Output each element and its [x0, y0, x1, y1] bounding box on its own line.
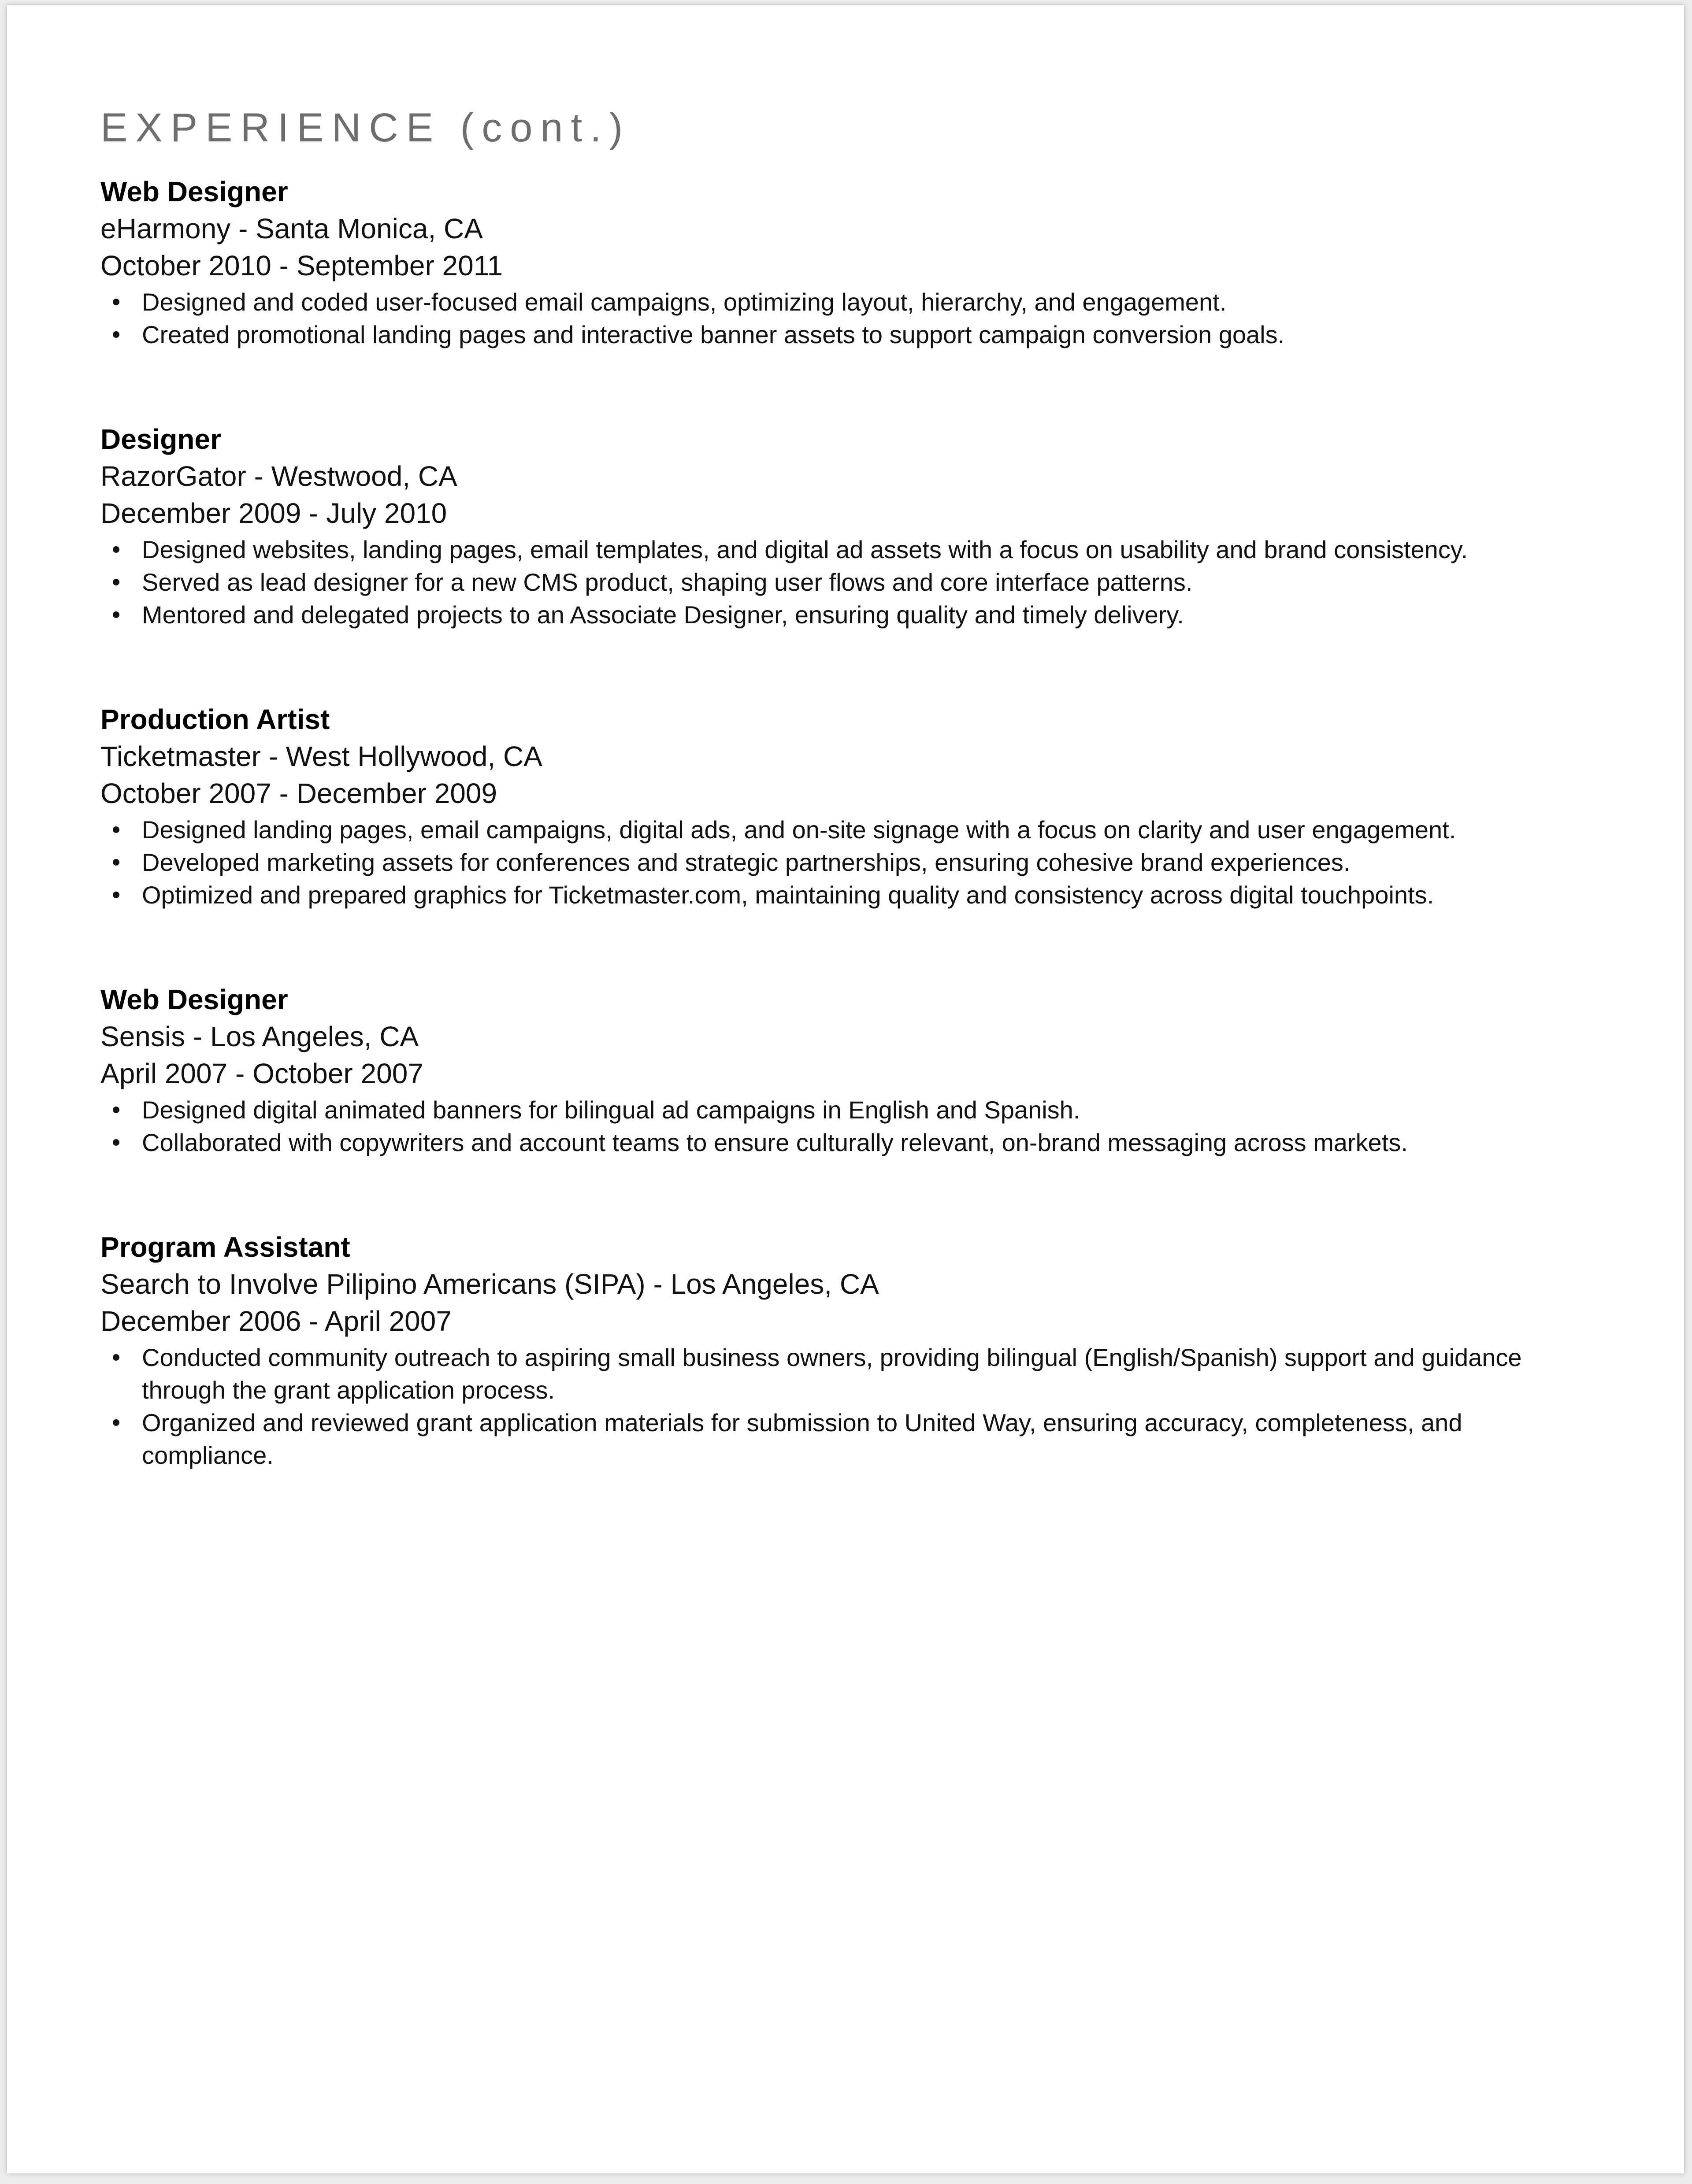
job-bullet-text: Conducted community outreach to aspiring small business owners, providing bilingual (English/Spanish) support and guidance through the grant application process.	[142, 1344, 1522, 1404]
job-bullets	[100, 814, 1591, 911]
bullet-icon	[113, 1139, 119, 1146]
job-dates: October 2007 - December 2009	[100, 777, 497, 810]
job-title: Production Artist	[100, 703, 330, 736]
job-bullet-text: Organized and reviewed grant application materials for submission to United Way, ensuring accuracy, completeness, and compliance.	[142, 1409, 1462, 1470]
job-dates: April 2007 - October 2007	[100, 1058, 423, 1090]
bullet-icon	[113, 579, 119, 585]
job-bullet	[100, 846, 1591, 879]
job-bullet-text: Served as lead designer for a new CMS product, shaping user flows and core interface patterns.	[142, 568, 1193, 596]
job-bullet	[100, 318, 1591, 351]
bullet-icon	[113, 826, 119, 833]
bullet-icon	[113, 1354, 119, 1361]
job-bullets	[100, 1341, 1591, 1472]
job-bullet-text: Developed marketing assets for conferences and strategic partnerships, ensuring cohesive brand experiences.	[142, 848, 1351, 877]
job-company: Sensis - Los Angeles, CA	[100, 1021, 419, 1053]
job-bullet-text: Optimized and prepared graphics for Ticketmaster.com, maintaining quality and consistency across digital touchpoints.	[142, 881, 1434, 909]
job-entry-sensis	[100, 981, 1591, 1159]
job-entry-razorgator	[100, 421, 1591, 631]
bullet-icon	[113, 611, 119, 618]
bullet-icon	[113, 331, 119, 338]
job-bullets	[100, 1094, 1591, 1159]
job-entry-ticketmaster	[100, 701, 1591, 911]
job-bullet-text: Designed websites, landing pages, email templates, and digital ad assets with a focus on usability and brand consistency.	[142, 536, 1468, 564]
job-bullet-text: Designed landing pages, email campaigns, digital ads, and on-site signage with a focus on clarity and user engagement.	[142, 816, 1456, 844]
job-bullet	[100, 1407, 1591, 1472]
job-bullet	[100, 286, 1591, 318]
job-bullet	[100, 1341, 1591, 1407]
job-entry-sipa	[100, 1229, 1591, 1472]
job-company: RazorGator - Westwood, CA	[100, 460, 457, 492]
bullet-icon	[113, 859, 119, 866]
job-bullet	[100, 533, 1591, 566]
resume-page	[7, 5, 1684, 2173]
job-bullet-text: Designed digital animated banners for bilingual ad campaigns in English and Spanish.	[142, 1096, 1080, 1124]
job-company: eHarmony - Santa Monica, CA	[100, 213, 483, 245]
bullet-icon	[113, 546, 119, 553]
bullet-icon	[113, 892, 119, 898]
job-title: Program Assistant	[100, 1231, 350, 1263]
job-dates: December 2006 - April 2007	[100, 1305, 452, 1337]
bullet-icon	[113, 299, 119, 305]
job-bullet-text: Mentored and delegated projects to an Associate Designer, ensuring quality and timely delivery.	[142, 601, 1184, 629]
job-bullet-text: Created promotional landing pages and interactive banner assets to support campaign conversion goals.	[142, 321, 1285, 349]
job-bullet	[100, 879, 1591, 911]
job-title: Web Designer	[100, 176, 288, 208]
job-dates: October 2010 - September 2011	[100, 250, 503, 282]
job-title: Designer	[100, 423, 221, 455]
job-bullet	[100, 599, 1591, 631]
job-bullet	[100, 566, 1591, 599]
job-bullet	[100, 814, 1591, 846]
bullet-icon	[113, 1419, 119, 1426]
job-bullet-text: Designed and coded user-focused email campaigns, optimizing layout, hierarchy, and engagement.	[142, 288, 1227, 316]
section-title: EXPERIENCE (cont.)	[100, 105, 631, 150]
job-dates: December 2009 - July 2010	[100, 497, 447, 529]
job-company: Ticketmaster - West Hollywood, CA	[100, 740, 542, 773]
job-title: Web Designer	[100, 984, 288, 1016]
job-bullets	[100, 533, 1591, 631]
job-bullet	[100, 1094, 1591, 1126]
job-entry-eharmony	[100, 173, 1591, 351]
job-bullets	[100, 286, 1591, 351]
job-company: Search to Involve Pilipino Americans (SIPA) - Los Angeles, CA	[100, 1268, 879, 1300]
job-bullet	[100, 1126, 1591, 1159]
bullet-icon	[113, 1107, 119, 1113]
job-bullet-text: Collaborated with copywriters and account teams to ensure culturally relevant, on-brand messaging across markets.	[142, 1129, 1408, 1157]
